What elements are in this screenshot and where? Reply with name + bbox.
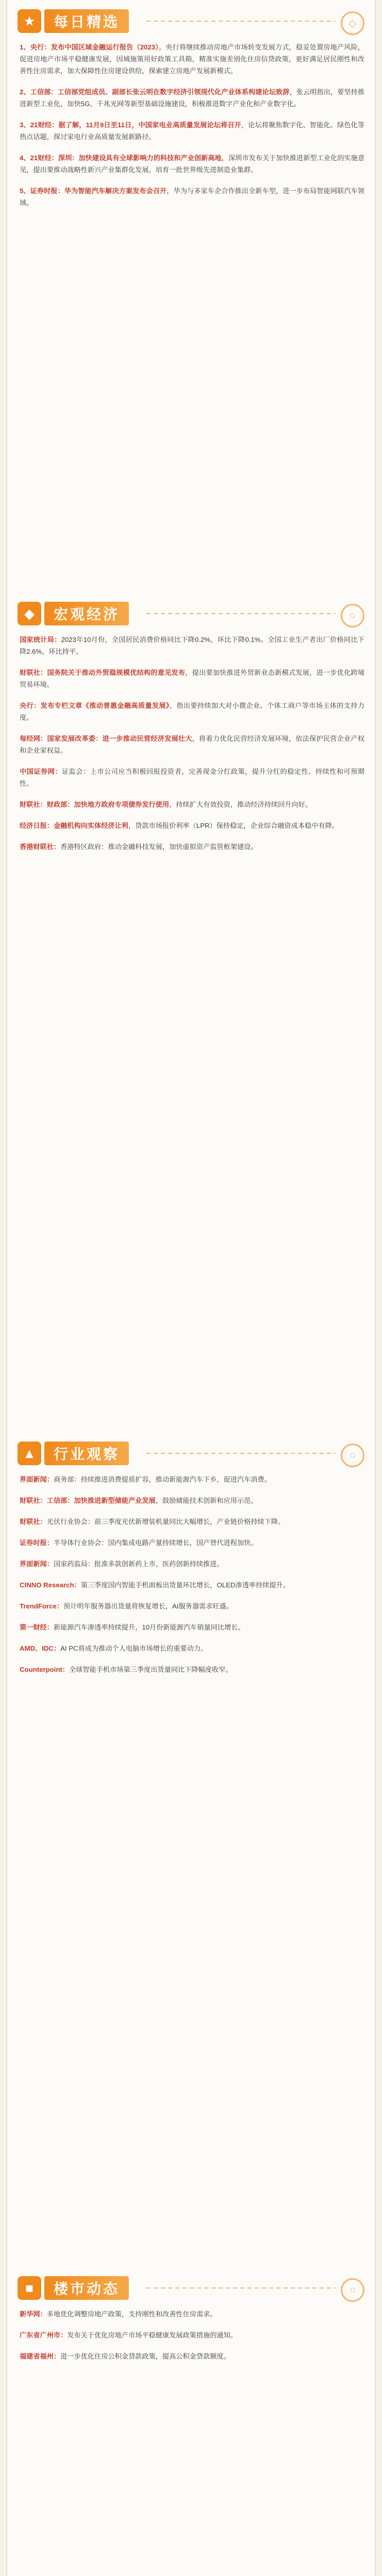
- list-item: 财联社：国务院关于推动外贸稳规模优结构的意见发布，提出要加快推进外贸新业态新模式发展，进一步优化跨境贸易环境。: [20, 669, 365, 688]
- item-list: [20, 634, 364, 853]
- diamond-icon: ◆: [18, 602, 41, 625]
- list-item: 3、21财经：据了解，11月9日至11日，中国家电业高质量发展论坛将召开，论坛将聚焦数字化、智能化、绿色化等热点话题，探讨家电行业高质量发展新路径。: [20, 121, 364, 141]
- list-item: 财联社：财政部：加快地方政府专项债券发行使用，持续扩大有效投资，推动经济持续回升向好。: [20, 801, 312, 808]
- list-item: 财联社：工信部：加快推进新型储能产业发展，鼓励储能技术创新和应用示范。: [20, 1497, 258, 1504]
- list-item: 香港财联社：香港特区政府：推动金融科技发展，加快虚拟资产监管框架建设。: [20, 843, 258, 851]
- section-macro-economy: [7, 592, 377, 862]
- dotted-divider: [146, 613, 336, 614]
- list-item: CINNO Research：第三季度国内智能手机面板出货量环比增长，OLED渗透率持续提升。: [20, 1581, 290, 1589]
- dotted-divider: [146, 2287, 336, 2289]
- section-title: 楼市动态: [44, 2276, 129, 2300]
- item-list: [20, 41, 364, 209]
- list-item: 福建省福州：进一步优化住房公积金贷款政策，提高公积金贷款额度。: [20, 2352, 230, 2360]
- list-item: AMD、IDC：AI PC将成为推动个人电脑市场增长的重要动力。: [20, 1645, 208, 1652]
- list-item: 财联社：光伏行业协会：前三季度光伏新增装机量同比大幅增长，产业链价格持续下降。: [20, 1518, 285, 1526]
- list-item: 证券时报：半导体行业协会：国内集成电路产量持续增长，国产替代进程加快。: [20, 1539, 258, 1547]
- triangle-icon: ▲: [18, 1442, 41, 1465]
- section-header: [18, 2267, 367, 2308]
- list-item: 经济日报：金融机构向实体经济让利，贷款市场报价利率（LPR）保持稳定，企业综合融资成本稳中有降。: [20, 822, 339, 829]
- list-item: 界面新闻：商务部：持续推进消费提质扩容，推动新能源汽车下乡，促进汽车消费。: [20, 1476, 271, 1483]
- building-icon: ■: [18, 2276, 41, 2300]
- article-page: [6, 0, 376, 2576]
- list-item: 央行：发布专栏文章《推动普惠金融高质量发展》，指出要持续加大对小微企业、个体工商户等市场主体的支持力度。: [20, 702, 364, 721]
- diamond-icon: ◇: [341, 11, 364, 35]
- list-item: 中国证券网：证监会：上市公司应当积极回报投资者，完善现金分红政策，提升分红的稳定性、持续性和可预期性。: [20, 768, 365, 787]
- section-title: 宏观经济: [44, 602, 129, 625]
- list-item: 4、21财经：深圳：加快建设具有全球影响力的科技和产业创新高地，深圳市发布关于加快推进新型工业化的实施意见，提出要推动战略性新兴产业集群化发展，培育一批世界级先进制造业集群。: [20, 154, 365, 174]
- list-item: 第一财经：新能源汽车渗透率持续提升，10月份新能源汽车销量同比增长。: [20, 1623, 245, 1631]
- star-icon: ★: [18, 9, 41, 33]
- list-item: 每经网：国家发展改革委：进一步推动民营经济发展壮大，将着力优化民营经济发展环境，依法保护民营企业产权和企业家权益。: [20, 735, 365, 754]
- list-item: 界面新闻：国家药监局：批准多款创新药上市，医药创新持续推进。: [20, 1560, 224, 1568]
- list-item: 2、工信部：工信部党组成员、副部长张云明在数字经济引领现代化产业体系构建论坛致辞，张云明指出，要坚持推进新型工业化，加快5G、千兆光网等新型基础设施建设，积极推进数字产业化和产业数字化。: [20, 88, 365, 108]
- list-item: TrendForce：预计明年服务器出货量将恢复增长，AI服务器需求旺盛。: [20, 1602, 233, 1610]
- section-property-market: [7, 2267, 377, 2371]
- dotted-divider: [146, 1453, 336, 1454]
- dotted-divider: [146, 21, 336, 22]
- section-header: [18, 592, 367, 634]
- list-item: 国家统计局：2023年10月份，全国居民消费价格同比下降0.2%，环比下降0.1%。全国工业生产者出厂价格同比下降2.6%，环比持平。: [20, 636, 364, 655]
- section-title: 行业观察: [44, 1442, 129, 1465]
- section-header: [18, 1432, 367, 1473]
- circle-icon: ○: [341, 2278, 364, 2302]
- section-header: [18, 0, 367, 41]
- list-item: 新华网：多地优化调整房地产政策，支持刚性和改善性住房需求。: [20, 2310, 217, 2318]
- item-list: [20, 2308, 364, 2362]
- section-daily-picks: [7, 0, 377, 218]
- section-industry-watch: [7, 1432, 377, 1685]
- list-item: Counterpoint：全球智能手机市场第三季度出货量同比下降幅度收窄。: [20, 1666, 232, 1673]
- circle-icon: ○: [341, 1444, 364, 1467]
- item-list: [20, 1473, 364, 1675]
- list-item: 5、证券时报：华为智能汽车解决方案发布会召开，华为与多家车企合作推出全新车型，进一步布局智能网联汽车领域。: [20, 187, 364, 207]
- list-item: 广东省广州市：发布关于优化房地产市场平稳健康发展政策措施的通知。: [20, 2331, 237, 2339]
- list-item: 1、央行：发布中国区域金融运行报告（2023）。央行将继续推动房地产市场转变发展方式，稳妥处置房地产风险，促进房地产市场平稳健康发展，因城施策用好政策工具箱，精准实施差别化住房信贷政策，更好满足居民刚性和改善性住房需求，加大保障性住房建设供给，探索建立房地产发展新模式。: [20, 43, 364, 75]
- circle-icon: ○: [341, 604, 364, 628]
- section-title: 每日精选: [44, 9, 129, 33]
